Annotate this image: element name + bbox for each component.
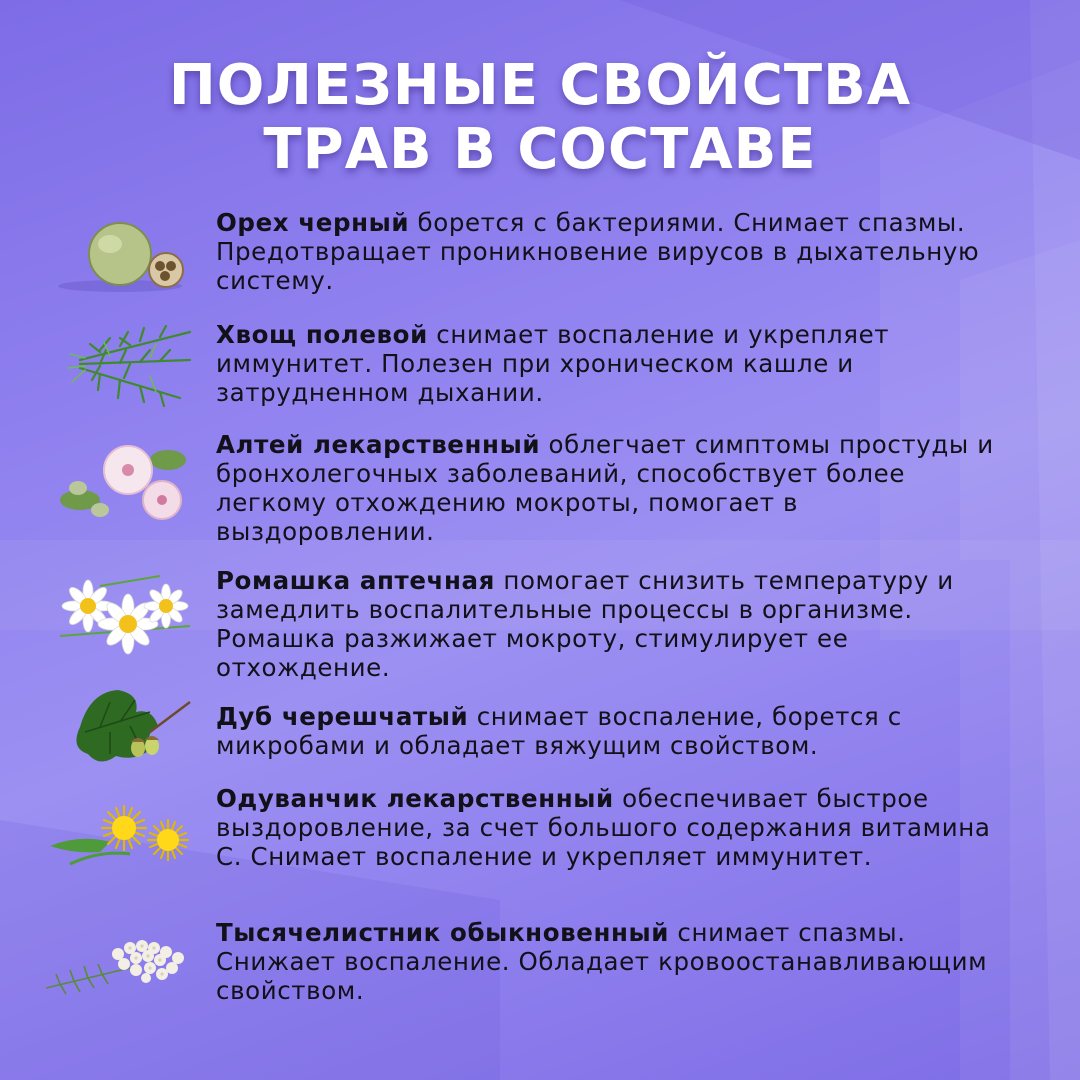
page-title: [0, 54, 1080, 182]
black-walnut-icon: [40, 214, 200, 294]
herb-name: Одуванчик лекарственный: [216, 784, 614, 813]
herb-name: Тысячелистник обыкновенный: [216, 918, 670, 947]
herb-benefits: борется с бактериями. Снимает спазмы. Предотвращает проникновение вирусов в дыхательную систему.: [216, 208, 980, 295]
herb-benefits: снимает спазмы. Снижает воспаление. Обладает кровоостанавливающим свойством.: [216, 918, 988, 1005]
herb-description: [216, 566, 1016, 682]
herb-name: Ромашка аптечная: [216, 566, 495, 595]
horsetail-icon: [40, 320, 200, 410]
page-title-line-2: ТРАВ В СОСТАВЕ: [263, 117, 817, 182]
herb-name: Дуб черешчатый: [216, 702, 469, 731]
herb-description: [216, 918, 1016, 1005]
herb-benefits: снимает воспаление, борется с микробами и обладает вяжущим свойством.: [216, 702, 902, 760]
page-title-line-1: ПОЛЕЗНЫЕ СВОЙСТВА: [168, 53, 912, 118]
herb-name: Хвощ полевой: [216, 320, 428, 349]
herb-benefits: облегчает симптомы простуды и бронхолегочных заболеваний, способствует более легкому отхождению мокроты, помогает в выздоровлении.: [216, 430, 994, 546]
chamomile-icon: [40, 566, 200, 656]
herb-description: [216, 430, 1016, 546]
herb-name: Алтей лекарственный: [216, 430, 541, 459]
herb-description: [216, 320, 1016, 407]
oak-leaf-acorn-icon: [40, 682, 200, 772]
herb-description: [216, 208, 1016, 295]
herb-benefits: помогает снизить температуру и замедлить воспалительные процессы в организме. Ромашка разжижает мокроту, стимулирует ее отхождение.: [216, 566, 954, 682]
herb-description: [216, 702, 1016, 760]
herb-name: Орех черный: [216, 208, 410, 237]
dandelion-icon: [40, 794, 200, 884]
herb-benefits: обеспечивает быстрое выздоровление, за счет большого содержания витамина С. Снимает воспаление и укрепляет иммунитет.: [216, 784, 991, 871]
herb-benefits: снимает воспаление и укрепляет иммунитет. Полезен при хроническом кашле и затрудненном дыхании.: [216, 320, 890, 407]
yarrow-icon: [40, 924, 200, 1004]
marshmallow-flower-icon: [40, 442, 200, 522]
herb-description: [216, 784, 1016, 871]
